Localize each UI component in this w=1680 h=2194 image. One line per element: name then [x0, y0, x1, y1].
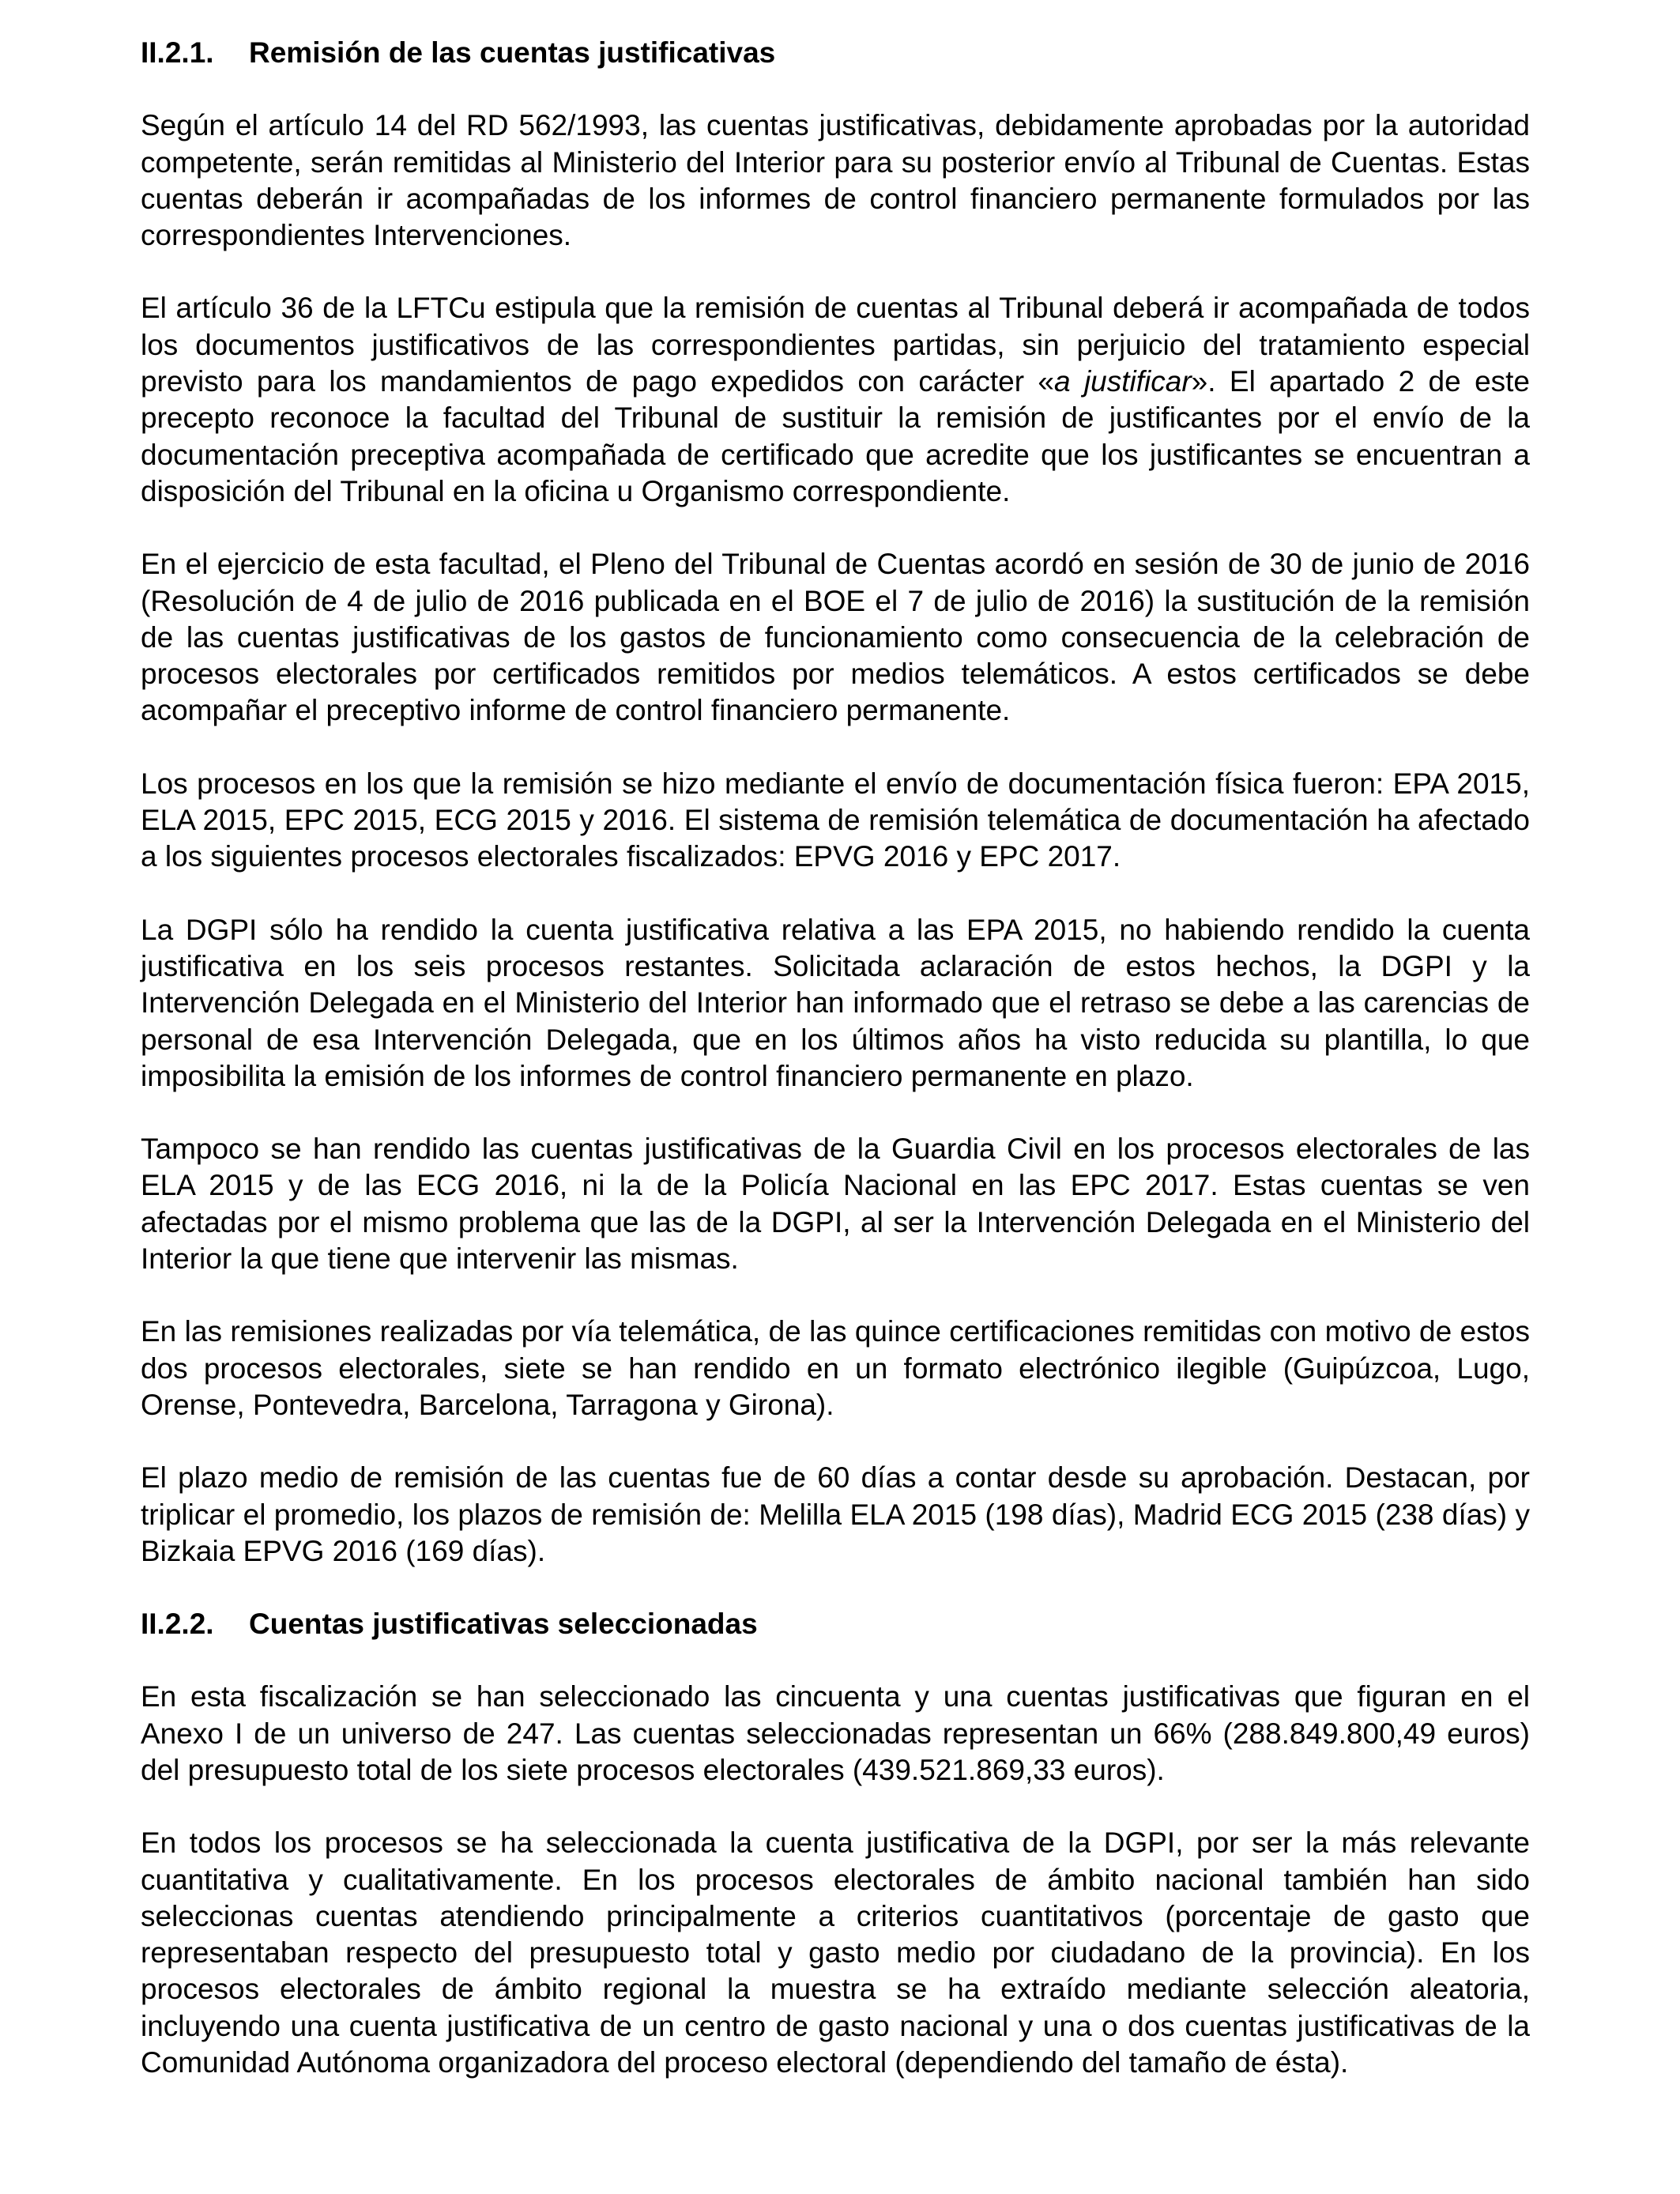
section-number: II.2.2.	[141, 1608, 214, 1641]
paragraph-2-text-b: ». El apartado 2 de este precepto reconoce la facultad del Tribunal de sustituir la remisión de justificantes por el envío de la documentación preceptiva acompañada de certificado que acredite que los justificantes se encuentran a disposición del Tribunal en la oficina u Organismo correspondiente.	[141, 365, 1531, 507]
paragraph-3: En el ejercicio de esta facultad, el Pleno del Tribunal de Cuentas acordó en sesión de 30 de junio de 2016 (Resolución de 4 de julio de 2016 publicada en el BOE el 7 de julio de 2016) la sustitución de la remisión de las cuentas justificativas de los gastos de funcionamiento como consecuencia de la celebración de procesos electorales por certificados remitidos por medios telemáticos. A estos certificados se debe acompañar el preceptivo informe de control financiero permanente.	[141, 548, 1530, 727]
paragraph-10: En todos los procesos se ha seleccionada la cuenta justificativa de la DGPI, por ser la más relevante cuantitativa y cualitativamente. En los procesos electorales de ámbito nacional también han sido seleccionas cuentas atendiendo principalmente a criterios cuantitativos (porcentaje de gasto que representaban respecto del presupuesto total y gasto medio por ciudadano de la provincia). En los procesos electorales de ámbito regional la muestra se ha extraído mediante selección aleatoria, incluyendo una cuenta justificativa de un centro de gasto nacional y una o dos cuentas justificativas de la Comunidad Autónoma organizadora del proceso electoral (dependiendo del tamaño de ésta).	[141, 1826, 1530, 2079]
paragraph-5: La DGPI sólo ha rendido la cuenta justificativa relativa a las EPA 2015, no habiendo rendido la cuenta justificativa en los seis procesos restantes. Solicitada aclaración de estos hechos, la DGPI y la Intervención Delegada en el Ministerio del Interior han informado que el retraso se debe a las carencias de personal de esa Intervención Delegada, que en los últimos años ha visto reducida su plantilla, lo que imposibilita la emisión de los informes de control financiero permanente en plazo.	[141, 913, 1530, 1092]
paragraph-8: El plazo medio de remisión de las cuentas fue de 60 días a contar desde su aprobación. Destacan, por triplicar el promedio, los plazos de remisión de: Melilla ELA 2015 (198 días), Madrid ECG 2015 (238 días) y Bizkaia EPVG 2016 (169 días).	[141, 1461, 1530, 1567]
paragraph-6: Tampoco se han rendido las cuentas justificativas de la Guardia Civil en los procesos electorales de las ELA 2015 y de las ECG 2016, ni la de la Policía Nacional en las EPC 2017. Estas cuentas se ven afectadas por el mismo problema que las de la DGPI, al ser la Intervención Delegada en el Ministerio del Interior la que tiene que intervenir las mismas.	[141, 1133, 1530, 1276]
paragraph-2-text-a: El artículo 36 de la LFTCu estipula que la remisión de cuentas al Tribunal deberá ir acompañada de todos los documentos justificativos de las correspondientes partidas, sin perjuicio del tratamiento especial previsto para los mandamientos de pago expedidos con carácter «	[141, 292, 1530, 398]
section-heading-2-2-2	[141, 1606, 1530, 1642]
section-number: II.2.1.	[141, 36, 214, 69]
section-title: Cuentas justificativas seleccionadas	[249, 1608, 758, 1641]
paragraph-9: En esta fiscalización se han seleccionado las cincuenta y una cuentas justificativas que figuran en el Anexo I de un universo de 247. Las cuentas seleccionadas representan un 66% (288.849.800,49 euros) del presupuesto total de los siete procesos electorales (439.521.869,33 euros).	[141, 1680, 1530, 1786]
paragraph-2-italic: a justificar	[1054, 365, 1192, 398]
paragraph-7: En las remisiones realizadas por vía telemática, de las quince certificaciones remitidas con motivo de estos dos procesos electorales, siete se han rendido en un formato electrónico ilegible (Guipúzcoa, Lugo, Orense, Pontevedra, Barcelona, Tarragona y Girona).	[141, 1315, 1530, 1421]
section-heading-2-2-1	[141, 35, 1530, 71]
paragraph-2	[141, 290, 1530, 510]
document-page	[141, 35, 1530, 2117]
paragraph-1: Según el artículo 14 del RD 562/1993, las cuentas justificativas, debidamente aprobadas por la autoridad competente, serán remitidas al Ministerio del Interior para su posterior envío al Tribunal de Cuentas. Estas cuentas deberán ir acompañadas de los informes de control financiero permanente formulados por las correspondientes Intervenciones.	[141, 109, 1530, 252]
paragraph-4: Los procesos en los que la remisión se hizo mediante el envío de documentación física fueron: EPA 2015, ELA 2015, EPC 2015, ECG 2015 y 2016. El sistema de remisión telemática de documentación ha afectado a los siguientes procesos electorales fiscalizados: EPVG 2016 y EPC 2017.	[141, 767, 1530, 873]
section-title: Remisión de las cuentas justificativas	[249, 36, 776, 69]
